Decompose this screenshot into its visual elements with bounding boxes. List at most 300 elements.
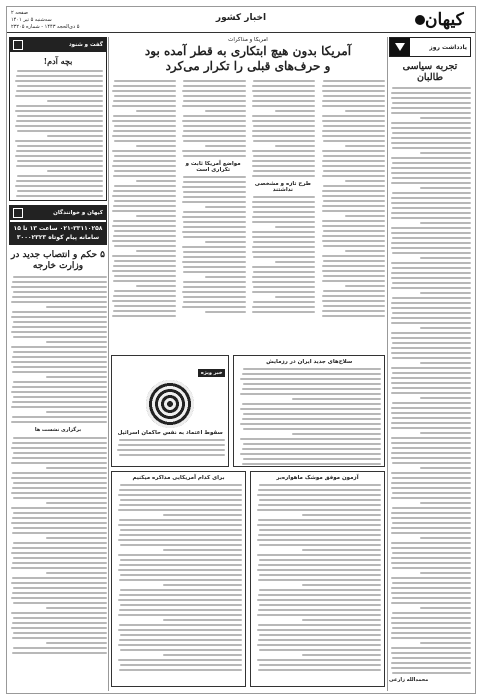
text-line	[11, 406, 107, 408]
lead-subhead-1: طرح تازه و مشخصی نداشتند	[254, 181, 311, 193]
text-line	[420, 432, 471, 434]
text-line	[391, 112, 471, 114]
text-line	[253, 196, 315, 198]
text-line	[391, 512, 471, 514]
text-line	[420, 502, 471, 504]
text-line	[391, 647, 471, 649]
text-line	[112, 120, 175, 122]
readers-header	[10, 206, 106, 220]
text-line	[119, 534, 242, 536]
text-line	[114, 95, 176, 97]
text-line	[183, 271, 246, 273]
text-line	[391, 322, 471, 324]
text-line	[119, 624, 242, 626]
text-line	[114, 80, 176, 82]
text-line	[259, 649, 381, 651]
text-line	[258, 504, 381, 506]
page-number: صفحه ۲	[11, 10, 28, 16]
text-line	[11, 567, 107, 569]
text-line	[12, 577, 107, 579]
text-line	[257, 599, 381, 601]
text-line	[13, 527, 107, 529]
text-line	[114, 125, 176, 127]
text-line	[46, 607, 107, 609]
text-line	[13, 632, 107, 634]
text-line	[13, 437, 107, 439]
column-rule	[108, 37, 109, 691]
text-line	[242, 373, 381, 375]
text-line	[17, 160, 103, 162]
text-line	[391, 307, 471, 309]
text-line	[392, 252, 471, 254]
text-line	[253, 241, 315, 243]
text-line	[345, 110, 385, 112]
text-line	[345, 250, 385, 252]
text-line	[252, 135, 315, 137]
text-line	[392, 162, 471, 164]
text-line	[252, 276, 315, 278]
text-line	[47, 100, 103, 102]
text-line	[391, 577, 471, 579]
text-line	[182, 90, 245, 92]
text-line	[391, 412, 471, 414]
text-line	[243, 413, 381, 415]
kicker-label: یادداشت روز	[429, 43, 467, 51]
text-line	[392, 87, 471, 89]
text-line	[242, 388, 381, 390]
lead-headline-line2: و حرف‌های قبلی را تکرار می‌کرد	[165, 59, 331, 73]
text-line	[323, 140, 385, 142]
text-line	[420, 572, 471, 574]
text-line	[257, 569, 381, 571]
text-line	[253, 301, 315, 303]
text-line	[322, 240, 385, 242]
text-line	[183, 191, 245, 193]
text-line	[119, 669, 242, 671]
text-line	[345, 285, 385, 287]
text-line	[420, 327, 471, 329]
text-line	[391, 352, 471, 354]
text-line	[11, 552, 107, 554]
text-line	[12, 281, 107, 283]
text-line	[257, 494, 381, 496]
text-line	[15, 155, 103, 157]
text-line	[11, 597, 107, 599]
text-line	[16, 90, 103, 92]
text-line	[182, 150, 245, 152]
special-news-panel	[111, 355, 229, 467]
text-line	[259, 574, 381, 576]
text-line	[13, 452, 107, 454]
negotiation-title: برای کدام آمریکایی مذاکره میکنیم	[132, 475, 225, 481]
text-line	[183, 140, 245, 142]
text-line	[322, 175, 385, 177]
text-line	[13, 617, 107, 619]
text-line	[323, 125, 385, 127]
text-line	[391, 347, 471, 349]
text-line	[252, 85, 315, 87]
text-line	[12, 326, 107, 328]
text-line	[183, 100, 246, 102]
text-line	[114, 305, 176, 307]
text-line	[182, 306, 245, 308]
text-line	[258, 624, 381, 626]
lead-subhead-2: مواضع آمریکا ثابت و تکراری است	[185, 161, 241, 173]
text-line	[420, 152, 471, 154]
text-line	[392, 552, 471, 554]
text-line	[322, 85, 385, 87]
text-line	[136, 145, 176, 147]
text-line	[112, 135, 175, 137]
readers-box	[9, 205, 107, 245]
text-line	[118, 494, 242, 496]
text-line	[46, 502, 107, 504]
text-line	[112, 90, 175, 92]
text-line	[15, 95, 103, 97]
text-line	[392, 462, 471, 464]
text-line	[252, 236, 315, 238]
text-line	[46, 306, 107, 308]
text-line	[16, 180, 103, 182]
text-line	[16, 150, 103, 152]
text-line	[118, 569, 242, 571]
text-line	[253, 211, 315, 213]
text-line	[253, 140, 315, 142]
text-line	[182, 105, 245, 107]
text-line	[46, 467, 107, 469]
text-line	[391, 472, 471, 474]
text-line	[183, 176, 245, 178]
text-line	[322, 130, 385, 132]
text-line	[183, 236, 245, 238]
text-line	[16, 120, 103, 122]
text-line	[118, 509, 242, 511]
text-line	[391, 97, 471, 99]
text-line	[253, 80, 315, 82]
text-line	[252, 281, 315, 283]
editorial-author: محمد‌الله زارعی	[389, 677, 429, 683]
text-line	[391, 662, 471, 664]
text-line	[258, 609, 381, 611]
text-line	[120, 484, 242, 486]
text-line	[240, 393, 381, 395]
text-line	[12, 371, 107, 373]
section-title: اخبار کشور	[215, 13, 267, 23]
text-line	[163, 549, 242, 551]
text-line	[120, 604, 242, 606]
text-line	[17, 130, 103, 132]
text-line	[46, 642, 107, 644]
text-line	[257, 614, 381, 616]
text-line	[391, 182, 471, 184]
text-line	[259, 559, 381, 561]
text-line	[46, 572, 107, 574]
text-line	[391, 337, 471, 339]
text-line	[240, 423, 381, 425]
text-line	[259, 589, 381, 591]
readers-label: کیهان و خوانندگان	[53, 210, 103, 216]
text-line	[391, 392, 471, 394]
text-line	[252, 246, 315, 248]
text-line	[323, 200, 385, 202]
text-line	[252, 206, 315, 208]
text-line	[323, 305, 385, 307]
text-line	[391, 557, 471, 559]
masthead	[7, 7, 475, 33]
text-line	[257, 554, 381, 556]
text-line	[322, 100, 385, 102]
text-line	[15, 185, 103, 187]
text-line	[391, 92, 471, 94]
text-line	[118, 539, 242, 541]
text-line	[392, 507, 471, 509]
text-line	[112, 300, 175, 302]
text-line	[258, 564, 381, 566]
text-line	[322, 165, 385, 167]
text-line	[183, 256, 246, 258]
text-line	[420, 537, 471, 539]
text-line	[259, 484, 381, 486]
text-line	[323, 95, 385, 97]
lead-column-1	[320, 80, 385, 320]
text-line	[392, 402, 471, 404]
text-line	[113, 160, 176, 162]
dialogue-label: گفت و شنود	[68, 42, 103, 48]
text-line	[392, 297, 471, 299]
text-line	[12, 592, 107, 594]
brief-panel	[233, 355, 385, 467]
text-line	[117, 449, 225, 451]
text-line	[118, 644, 242, 646]
text-line	[391, 367, 471, 369]
text-line	[275, 145, 315, 147]
text-line	[323, 80, 385, 82]
text-line	[391, 242, 471, 244]
text-line	[322, 90, 385, 92]
text-line	[391, 632, 471, 634]
text-line	[11, 421, 107, 423]
text-line	[323, 185, 385, 187]
text-line	[322, 195, 385, 197]
lower-bottom-row	[111, 471, 385, 687]
text-line	[136, 285, 176, 287]
text-line	[391, 167, 471, 169]
text-line	[420, 292, 471, 294]
text-line	[11, 492, 107, 494]
text-line	[252, 115, 315, 117]
text-line	[119, 639, 242, 641]
text-line	[391, 277, 471, 279]
text-line	[392, 672, 471, 674]
text-line	[392, 477, 471, 479]
text-line	[112, 210, 175, 212]
text-line	[112, 150, 175, 152]
text-line	[136, 110, 176, 112]
text-line	[11, 462, 107, 464]
text-line	[11, 331, 107, 333]
text-line	[392, 342, 471, 344]
text-line	[392, 612, 471, 614]
text-line	[11, 346, 107, 348]
issue-date: سه‌شنبه ۵ تیر ۱۴۰۱	[11, 17, 52, 23]
text-line	[112, 270, 175, 272]
text-line	[17, 175, 103, 177]
text-line	[112, 165, 175, 167]
text-line	[240, 438, 381, 440]
text-line	[183, 181, 246, 183]
text-line	[253, 125, 315, 127]
text-line	[16, 75, 103, 77]
text-line	[322, 315, 385, 317]
text-line	[182, 120, 245, 122]
text-line	[258, 519, 381, 521]
text-line	[322, 105, 385, 107]
text-line	[322, 220, 385, 222]
text-line	[12, 487, 107, 489]
text-line	[183, 115, 246, 117]
text-line	[391, 587, 471, 589]
text-line	[163, 654, 242, 656]
text-line	[322, 150, 385, 152]
text-line	[183, 155, 245, 157]
text-line	[323, 275, 385, 277]
text-line	[391, 377, 471, 379]
text-line	[17, 145, 103, 147]
text-line	[391, 457, 471, 459]
text-line	[118, 554, 242, 556]
text-line	[391, 592, 471, 594]
text-line	[182, 246, 245, 248]
text-line	[17, 115, 103, 117]
text-line	[46, 376, 107, 378]
text-line	[183, 266, 245, 268]
text-line	[420, 117, 471, 119]
text-line	[46, 411, 107, 413]
text-line	[12, 416, 107, 418]
text-line	[253, 95, 315, 97]
text-line	[205, 311, 245, 313]
text-line	[15, 80, 103, 82]
text-line	[114, 230, 176, 232]
text-line	[258, 594, 381, 596]
text-line	[183, 130, 246, 132]
text-line	[120, 559, 242, 561]
ministry-headline: ۵ حکم و انتصاب جدید در وزارت خارجه	[11, 250, 105, 271]
left-top-boxes	[9, 37, 107, 201]
lower-top-row	[111, 355, 385, 467]
text-line	[183, 85, 246, 87]
text-line	[243, 443, 381, 445]
text-line	[259, 634, 381, 636]
text-line	[322, 190, 385, 192]
text-line	[11, 361, 107, 363]
lead-headline	[111, 44, 385, 74]
text-line	[113, 310, 176, 312]
text-line	[302, 549, 381, 551]
text-line	[205, 276, 245, 278]
editorial-title: تجربه سیاسی طالبان	[402, 61, 458, 83]
satellite-panel	[250, 471, 385, 687]
lead-story	[111, 37, 385, 349]
text-line	[391, 452, 471, 454]
readers-contact	[10, 222, 106, 244]
text-line	[323, 170, 385, 172]
text-line	[252, 120, 315, 122]
text-line	[258, 489, 381, 491]
text-line	[112, 105, 175, 107]
text-line	[114, 275, 176, 277]
text-line	[252, 306, 315, 308]
lower-section	[111, 355, 385, 691]
text-line	[12, 401, 107, 403]
text-line	[240, 453, 381, 455]
text-line	[323, 245, 385, 247]
text-line	[392, 597, 471, 599]
text-line	[112, 255, 175, 257]
text-line	[182, 201, 245, 203]
text-line	[323, 290, 385, 292]
editorial-body	[389, 87, 471, 674]
text-line	[252, 201, 315, 203]
text-line	[182, 291, 245, 293]
text-line	[252, 251, 315, 253]
text-line	[183, 226, 246, 228]
text-line	[182, 135, 245, 137]
text-line	[391, 382, 471, 384]
text-line	[322, 295, 385, 297]
text-line	[322, 225, 385, 227]
readers-sms: سامانه پیام کوتاه ۳۰۰۰۲۳۲۳	[16, 234, 100, 241]
text-line	[13, 366, 107, 368]
text-line	[252, 266, 315, 268]
text-line	[322, 300, 385, 302]
text-line	[163, 619, 242, 621]
lead-body	[111, 80, 385, 320]
text-line	[13, 482, 107, 484]
text-line	[323, 230, 385, 232]
text-line	[182, 231, 245, 233]
text-line	[391, 542, 471, 544]
text-line	[257, 659, 381, 661]
text-line	[242, 403, 381, 405]
text-line	[119, 454, 225, 456]
text-line	[392, 282, 471, 284]
text-line	[242, 448, 381, 450]
text-line	[113, 100, 176, 102]
text-line	[252, 311, 315, 313]
text-line	[240, 408, 381, 410]
text-line	[322, 205, 385, 207]
text-line	[392, 522, 471, 524]
text-line	[392, 627, 471, 629]
text-line	[12, 457, 107, 459]
brief-panel-title: سلاح‌های جدید ایران در رزمایش	[266, 359, 353, 365]
text-line	[322, 255, 385, 257]
text-line	[252, 291, 315, 293]
text-line	[392, 492, 471, 494]
text-line	[11, 316, 107, 318]
text-line	[136, 180, 176, 182]
lead-kicker: امریکا و مذاکرات	[228, 37, 268, 43]
text-line	[13, 497, 107, 499]
text-line	[252, 150, 315, 152]
text-line	[252, 90, 315, 92]
text-line	[391, 137, 471, 139]
ministry-subhead: برگزاری نشست ها	[34, 427, 82, 433]
text-line	[420, 397, 471, 399]
text-line	[120, 664, 242, 666]
text-line	[12, 442, 107, 444]
